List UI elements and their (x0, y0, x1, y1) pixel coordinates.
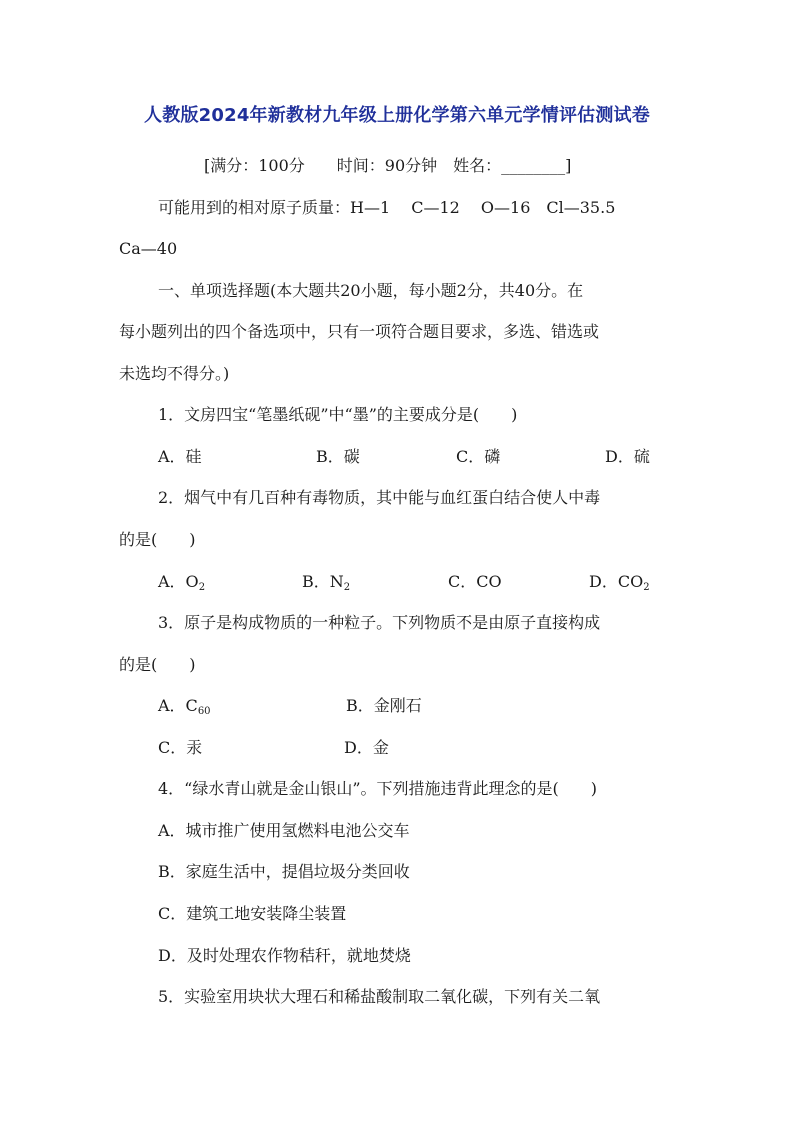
question-5-stem: 5．实验室用块状大理石和稀盐酸制取二氧化碳，下列有关二氧 (158, 987, 601, 1006)
question-2-option-d (589, 571, 650, 599)
subscript: 2 (643, 582, 650, 593)
question-1-option-b: B．碳 (316, 447, 360, 466)
question-1-option-d: D．硫 (605, 447, 650, 466)
atomic-mass-line: 可能用到的相对原子质量：H—1 C—12 O—16 Cl—35.5 (158, 198, 616, 217)
question-3-stem: 3．原子是构成物质的一种粒子。下列物质不是由原子直接构成 (158, 613, 601, 632)
subscript: 2 (343, 582, 351, 593)
question-2-option-a (158, 571, 205, 599)
question-1-stem: 1．文房四宝“笔墨纸砚”中“墨”的主要成分是( ) (158, 405, 518, 424)
section-instructions-end: 未选均不得分。) (119, 364, 230, 383)
option-a-text: A．C (158, 696, 198, 715)
option-d-text: D．CO (589, 572, 644, 591)
question-2-option-b (302, 571, 350, 599)
header-info: [满分：100分 时间：90分钟 姓名：________] (204, 156, 572, 175)
subscript: 2 (198, 582, 206, 593)
question-3-stem-cont: 的是( ) (119, 655, 196, 674)
option-a-text: A．O (158, 572, 199, 591)
option-b-text: B．N (302, 572, 344, 591)
question-4-stem: 4．“绿水青山就是金山银山”。下列措施违背此理念的是( ) (158, 779, 598, 798)
question-4-option-d: D．及时处理农作物秸秆，就地焚烧 (158, 946, 411, 965)
question-3-option-b: B．金刚石 (346, 696, 422, 715)
atomic-mass-line-cont: Ca—40 (119, 239, 178, 258)
subscript: 60 (197, 706, 211, 717)
question-4-option-b: B．家庭生活中，提倡垃圾分类回收 (158, 862, 410, 881)
question-4-option-a: A．城市推广使用氢燃料电池公交车 (158, 821, 410, 840)
question-3-option-c: C．汞 (158, 738, 203, 757)
section-instructions: 一、单项选择题(本大题共20小题，每小题2分，共40分。在 (158, 281, 584, 300)
question-3-option-a (158, 695, 211, 723)
question-1-option-a: A．硅 (158, 447, 202, 466)
question-2-stem: 2．烟气中有几百种有毒物质，其中能与血红蛋白结合使人中毒 (158, 488, 601, 507)
question-1-option-c: C．磷 (456, 447, 501, 466)
question-2-option-c: C．CO (448, 572, 502, 591)
document-title: 人教版2024年新教材九年级上册化学第六单元学情评估测试卷 (144, 105, 650, 126)
question-4-option-c: C．建筑工地安装降尘装置 (158, 904, 347, 923)
question-3-option-d: D．金 (344, 738, 389, 757)
section-instructions-cont: 每小题列出的四个备选项中，只有一项符合题目要求，多选、错选或 (119, 322, 600, 341)
question-2-stem-cont: 的是( ) (119, 530, 196, 549)
